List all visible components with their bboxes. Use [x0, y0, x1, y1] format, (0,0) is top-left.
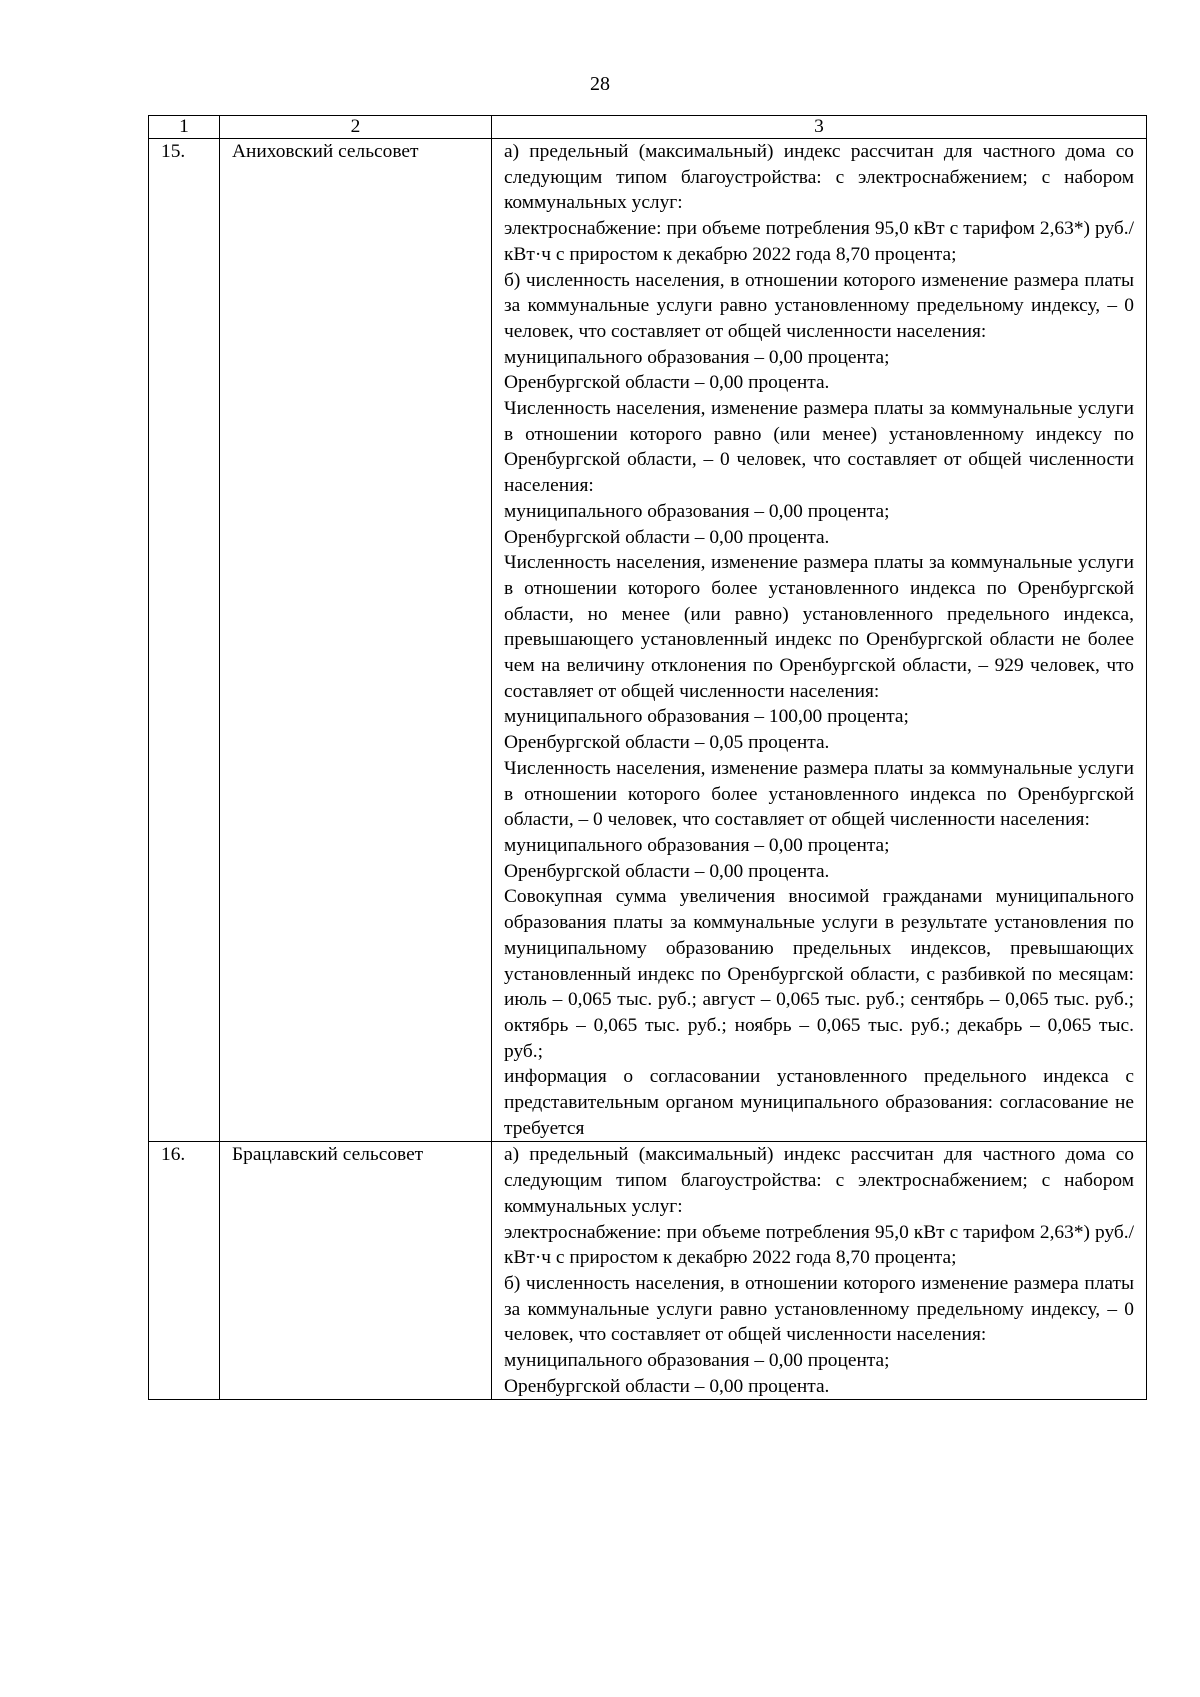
description-paragraph: электроснабжение: при объеме потребления 95,0 кВт с тарифом 2,63*) руб./кВт·ч с приростом к декабрю 2022 года 8,70 процента; — [504, 218, 1134, 265]
description-paragraph: Численность населения, изменение размера платы за коммунальные услуги в отношении которого более установленного индекса по Оренбургской области, – 0 человек, что составляет от общей численности населения: — [504, 757, 1134, 831]
description-paragraph: Численность населения, изменение размера платы за коммунальные услуги в отношении которого равно (или менее) установленному индексу по Оренбургской области, – 0 человек, что составляет от общей численности населения: — [504, 398, 1134, 497]
table-body — [149, 139, 1147, 1400]
indices-table — [148, 115, 1147, 1400]
table-row — [149, 139, 1147, 1142]
column-header-number: 1 — [149, 116, 220, 139]
page-number: 28 — [590, 73, 610, 95]
row-number: 15. — [149, 139, 220, 1142]
index-description — [492, 139, 1147, 1142]
description-paragraph: Численность населения, изменение размера платы за коммунальные услуги в отношении которого более установленного индекса по Оренбургской области, но менее (или равно) установленного предельного индекса, превышающего установленный индекс по Оренбургской области не более чем на величину отклонения по Оренбургской области, – 929 человек, что составляет от общей численности населения: — [504, 552, 1134, 702]
index-description — [492, 1142, 1147, 1400]
municipality-name: Аниховский сельсовет — [220, 139, 492, 1142]
description-paragraph: муниципального образования – 0,00 процента; — [504, 500, 890, 522]
table-header-row — [149, 116, 1147, 139]
description-paragraph: Оренбургской области – 0,00 процента. — [504, 526, 830, 548]
description-paragraph: муниципального образования – 0,00 процента; — [504, 346, 890, 368]
table-row — [149, 1142, 1147, 1400]
description-paragraph: Оренбургской области – 0,00 процента. — [504, 372, 830, 394]
description-paragraph: а) предельный (максимальный) индекс рассчитан для частного дома со следующим типом благоустройства: с электроснабжением; с набором коммунальных услуг: — [504, 1144, 1134, 1217]
description-paragraph: информация о согласовании установленного предельного индекса с представительным органом муниципального образования: согласование не требуется — [504, 1066, 1134, 1139]
description-paragraph: Оренбургской области – 0,00 процента. — [504, 860, 830, 882]
column-header-description: 3 — [492, 116, 1147, 139]
description-paragraph: муниципального образования – 0,00 процента; — [504, 1350, 890, 1372]
municipality-name: Брацлавский сельсовет — [220, 1142, 492, 1400]
description-paragraph: муниципального образования – 0,00 процента; — [504, 834, 890, 856]
description-paragraph: а) предельный (максимальный) индекс рассчитан для частного дома со следующим типом благоустройства: с электроснабжением; с набором коммунальных услуг: — [504, 141, 1134, 214]
description-paragraph: б) численность населения, в отношении которого изменение размера платы за коммунальные услуги равно установленному предельному индексу, – 0 человек, что составляет от общей численности населения: — [504, 1272, 1134, 1346]
column-header-municipality: 2 — [220, 116, 492, 139]
description-paragraph: б) численность населения, в отношении которого изменение размера платы за коммунальные услуги равно установленному предельному индексу, – 0 человек, что составляет от общей численности населения: — [504, 269, 1134, 342]
description-paragraph: муниципального образования – 100,00 процента; — [504, 706, 909, 728]
description-paragraph: электроснабжение: при объеме потребления 95,0 кВт с тарифом 2,63*) руб./кВт·ч с приростом к декабрю 2022 года 8,70 процента; — [504, 1221, 1134, 1269]
description-paragraph: Оренбургской области – 0,00 процента. — [504, 1375, 830, 1397]
description-paragraph: Совокупная сумма увеличения вносимой гражданами муниципального образования платы за коммунальные услуги в результате установления по муниципальному образованию предельных индексов, превышающих установленный индекс по Оренбургской области, с разбивкой по месяцам: июль – 0,065 тыс. руб.; август – 0,065 тыс. руб.; сентябрь – 0,065 тыс. руб.; октябрь – 0,065 тыс. руб.; ноябрь – 0,065 тыс. руб.; декабрь – 0,065 тыс. руб.; — [504, 886, 1134, 1062]
row-number: 16. — [149, 1142, 220, 1400]
description-paragraph: Оренбургской области – 0,05 процента. — [504, 732, 830, 754]
